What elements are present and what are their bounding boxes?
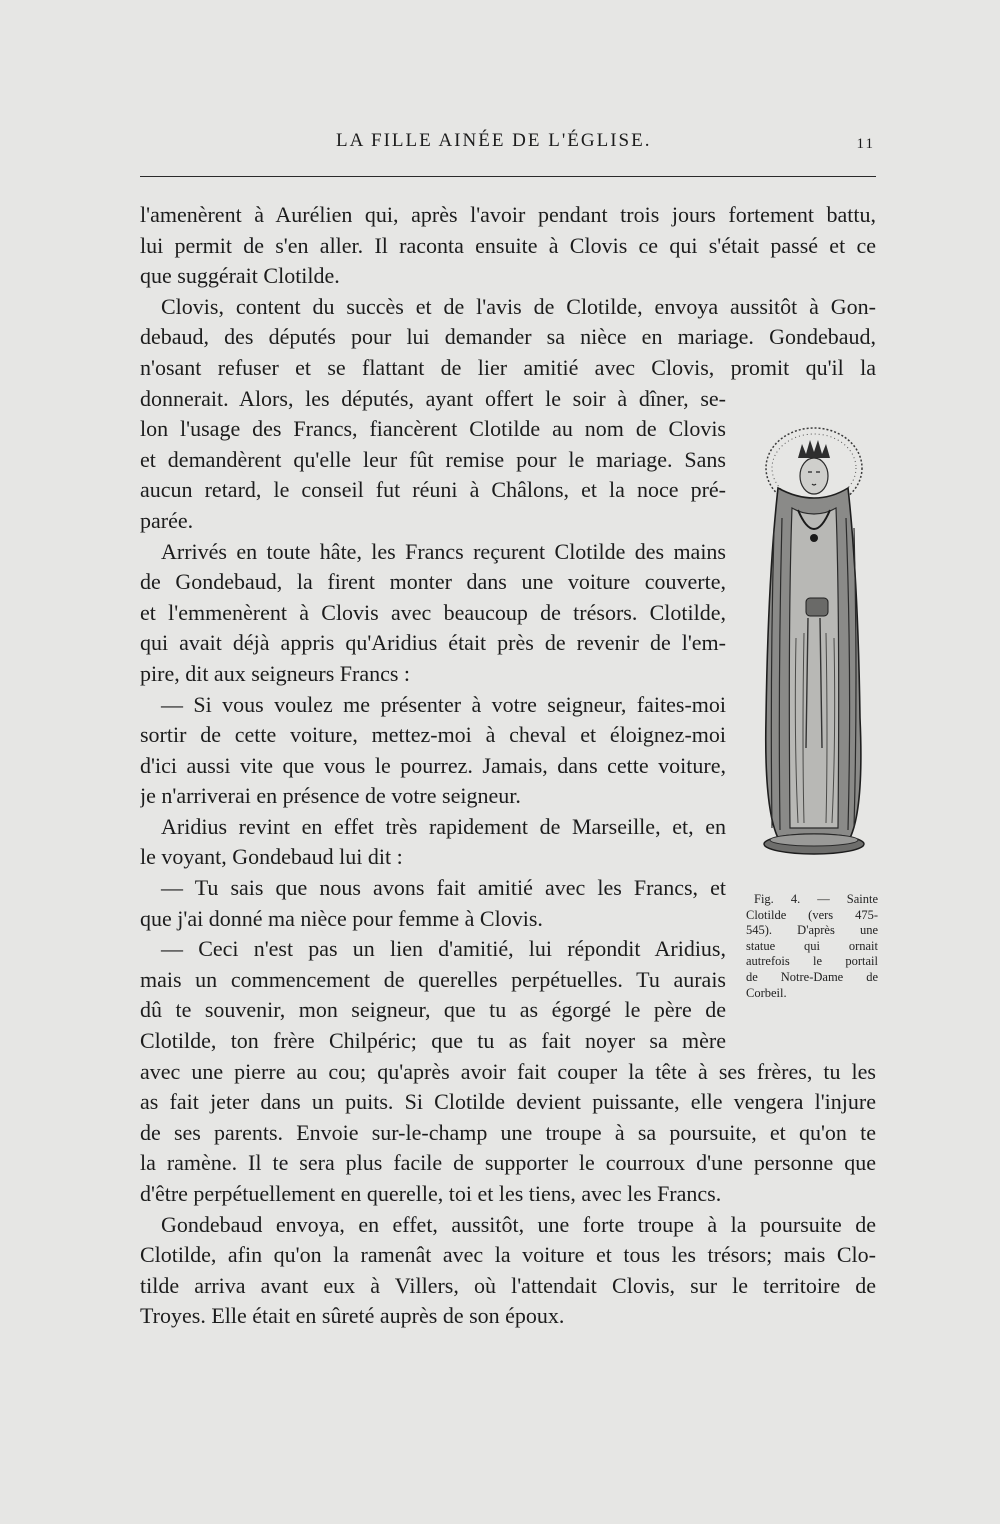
caption-line: Clotilde (vers 475- <box>746 907 878 922</box>
header-rule <box>140 176 876 177</box>
text-line: le voyant, Gondebaud lui dit : <box>140 844 403 870</box>
text-line: Clotilde, ton frère Chilpéric; que tu as fait noyer sa mère <box>140 1028 726 1054</box>
text-line: — Si vous voulez me présenter à votre seigneur, faites-moi <box>161 691 726 717</box>
statue-illustration <box>748 418 878 868</box>
text-line: de ses parents. Envoie sur-le-champ une troupe à sa poursuite, et qu'on te <box>140 1119 876 1145</box>
text-line: Arrivés en toute hâte, les Francs reçurent Clotilde des mains <box>161 538 726 564</box>
text-line: l'amenèrent à Aurélien qui, après l'avoir pendant trois jours fortement battu, <box>140 202 876 227</box>
caption-line: autrefois le portail <box>746 954 878 969</box>
text-line: Aridius revint en effet très rapidement de Marseille, et, en <box>161 813 726 839</box>
text-line: pire, dit aux seigneurs Francs : <box>140 660 411 686</box>
page-number: 11 <box>856 136 875 152</box>
caption-line: Fig. 4. — Sainte <box>754 892 878 906</box>
text-line: tilde arriva avant eux à Villers, où l'attendait Clovis, sur le territoire de <box>140 1272 876 1298</box>
text-line: mais un commencement de querelles perpétuelles. Tu aurais <box>140 966 726 992</box>
statue-figure <box>748 418 878 868</box>
text-line: d'être perpétuellement en querelle, toi et les tiens, avec les Francs. <box>140 1181 722 1206</box>
text-line: sortir de cette voiture, mettez-moi à cheval et éloignez-moi <box>140 722 726 748</box>
text-line: de Gondebaud, la firent monter dans une voiture couverte, <box>140 569 726 595</box>
text-line: Clovis, content du succès et de l'avis de Clotilde, envoya aussitôt à Gon- <box>161 293 876 319</box>
text-line: d'ici aussi vite que vous le pourrez. Jamais, dans cette voiture, <box>140 752 726 778</box>
text-line: — Tu sais que nous avons fait amitié avec les Francs, et <box>161 875 726 901</box>
caption-line: Corbeil. <box>746 985 787 1000</box>
text-line: lon l'usage des Francs, fiancèrent Clotilde au nom de Clovis <box>140 416 726 442</box>
text-line: dû te souvenir, mon seigneur, que tu as égorgé le père de <box>140 997 726 1023</box>
running-title: LA FILLE AINÉE DE L'ÉGLISE. <box>336 130 652 151</box>
text-line: parée. <box>140 507 194 533</box>
text-line: debaud, des députés pour lui demander sa nièce en mariage. Gondebaud, <box>140 324 876 350</box>
caption-line: de Notre-Dame de <box>746 969 878 984</box>
text-line: que j'ai donné ma nièce pour femme à Clovis. <box>140 905 543 931</box>
text-line: la ramène. Il te sera plus facile de supporter le courroux d'une personne que <box>140 1150 876 1176</box>
caption-line: statue qui ornait <box>746 938 878 953</box>
text-line: Gondebaud envoya, en effet, aussitôt, une forte troupe à la poursuite de <box>161 1211 876 1237</box>
running-head <box>140 130 880 160</box>
text-line: as fait jeter dans un puits. Si Clotilde devient puissante, elle vengera l'injure <box>140 1089 876 1115</box>
caption-line: 545). D'après une <box>746 923 878 938</box>
text-line: — Ceci n'est pas un lien d'amitié, lui répondit Aridius, <box>161 936 726 962</box>
figure-caption <box>746 892 878 1001</box>
text-line: Troyes. Elle était en sûreté auprès de son époux. <box>140 1303 565 1329</box>
text-line: et l'emmenèrent à Clovis avec beaucoup de trésors. Clotilde, <box>140 599 726 625</box>
text-line: et demandèrent qu'elle leur fût remise pour le mariage. Sans <box>140 446 726 472</box>
text-line: qui avait déjà appris qu'Aridius était près de revenir de l'em- <box>140 630 726 656</box>
text-line: Clotilde, afin qu'on la ramenât avec la voiture et tous les trésors; mais Clo- <box>140 1242 876 1268</box>
text-line: que suggérait Clotilde. <box>140 263 340 289</box>
text-line: je n'arriverai en présence de votre seigneur. <box>140 783 521 809</box>
text-line: lui permit de s'en aller. Il raconta ensuite à Clovis ce qui s'était passé et ce <box>140 232 876 258</box>
text-line: n'osant refuser et se flattant de lier amitié avec Clovis, promit qu'il la <box>140 354 876 380</box>
text-line: avec une pierre au cou; qu'après avoir fait couper la tête à ses frères, tu les <box>140 1058 876 1084</box>
text-line: donnerait. Alors, les députés, ayant offert le soir à dîner, se- <box>140 385 726 411</box>
text-line: aucun retard, le conseil fut réuni à Châlons, et la noce pré- <box>140 477 726 503</box>
